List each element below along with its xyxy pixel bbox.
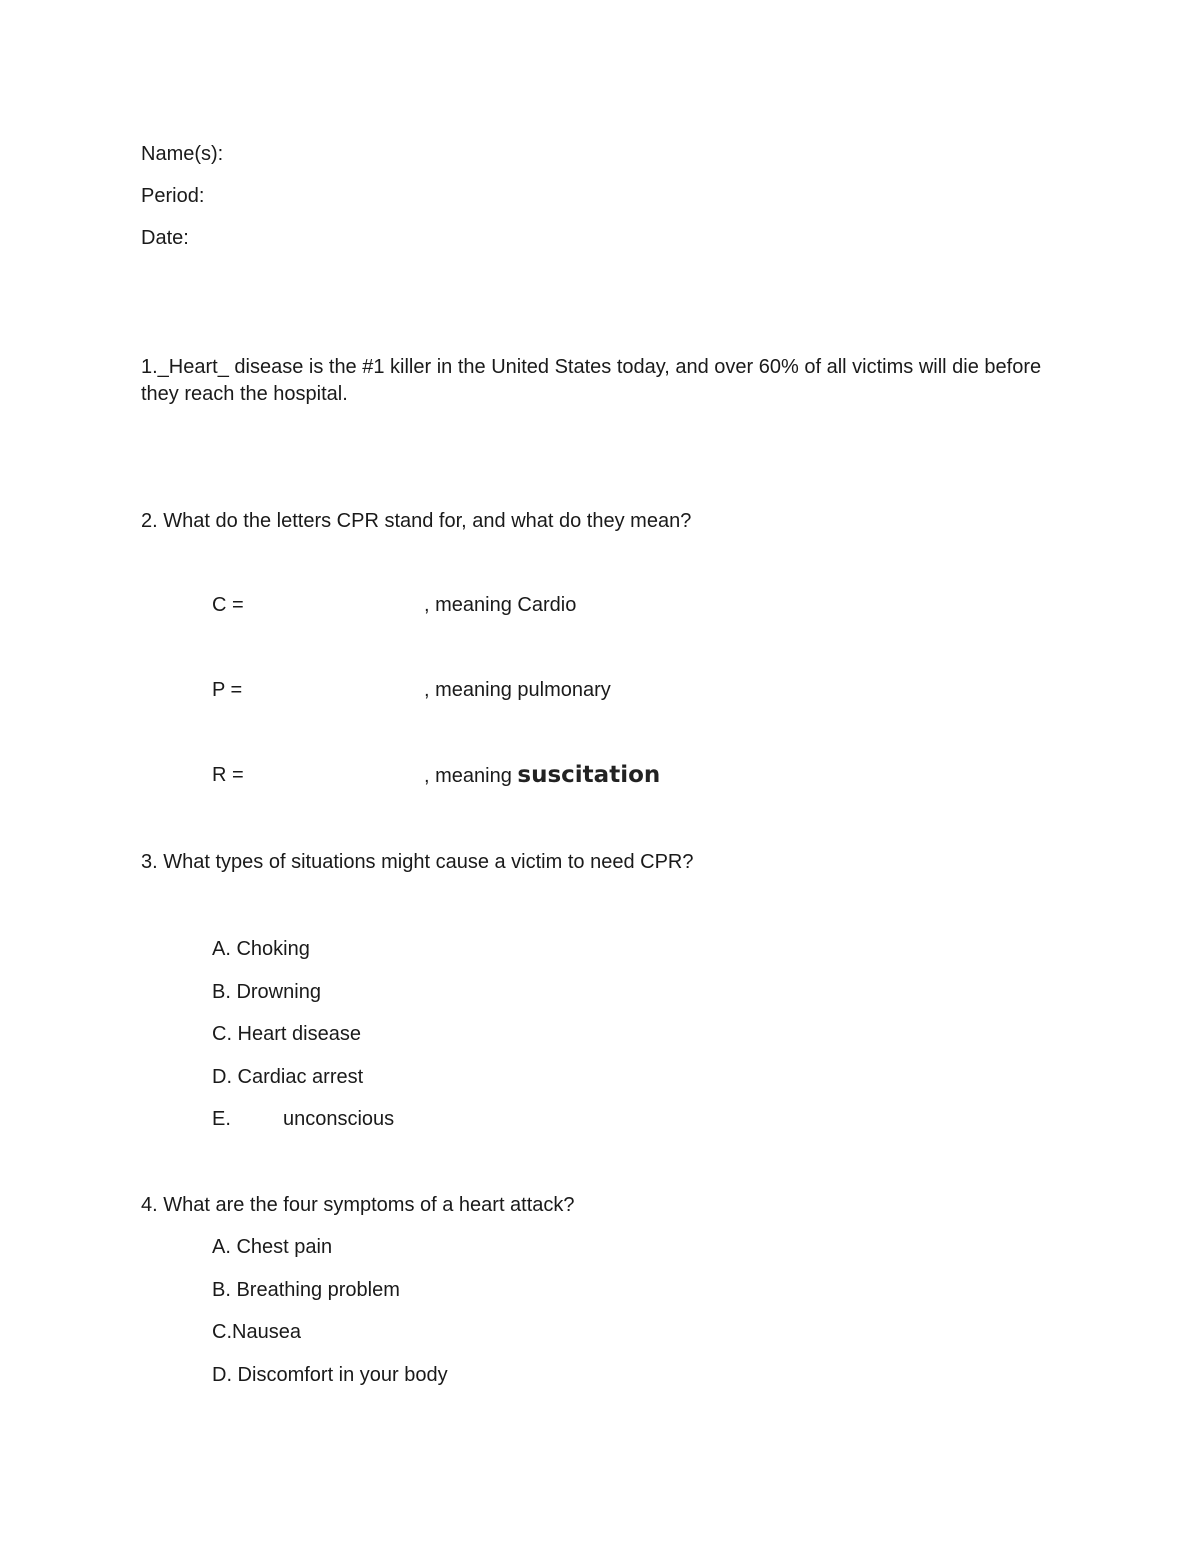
meaning-value: pulmonary [517,679,611,701]
cpr-letter-p: P = [212,679,243,701]
question-2-text: 2. What do the letters CPR stand for, and what do they mean? [141,510,692,532]
question-4-text: 4. What are the four symptoms of a heart attack? [141,1194,575,1216]
cpr-letter-c: C = [212,594,244,616]
q4-answer-d: D. Discomfort in your body [212,1364,448,1386]
q4-answer-b: B. Breathing problem [212,1279,400,1301]
cpr-meaning-c [424,592,576,619]
q3-answer-d: D. Cardiac arrest [212,1066,364,1088]
cpr-letter-r: R = [212,764,244,786]
cpr-meaning-p [424,677,611,704]
meaning-prefix: , meaning [424,765,512,787]
q3-answer-e-letter: E. [212,1108,231,1130]
question-3-text: 3. What types of situations might cause a victim to need CPR? [141,851,694,873]
q3-answer-e-text: unconscious [283,1108,395,1130]
meaning-prefix: , meaning [424,679,512,701]
date-label: Date: [141,227,189,249]
q3-answer-a: A. Choking [212,938,310,960]
names-label: Name(s): [141,143,224,165]
q4-answer-c: C.Nausea [212,1321,301,1343]
meaning-value: Cardio [517,594,577,616]
question-1-text: 1._Heart_ disease is the #1 killer in the United States today, and over 60% of all victims will die before they reach the hospital. [141,356,1042,405]
cpr-meaning-r [424,762,660,790]
q3-answer-c: C. Heart disease [212,1023,361,1045]
meaning-prefix: , meaning [424,594,512,616]
q4-answer-a: A. Chest pain [212,1236,333,1258]
q3-answer-b: B. Drowning [212,981,321,1003]
period-label: Period: [141,185,205,207]
meaning-value: suscitation [517,762,661,788]
